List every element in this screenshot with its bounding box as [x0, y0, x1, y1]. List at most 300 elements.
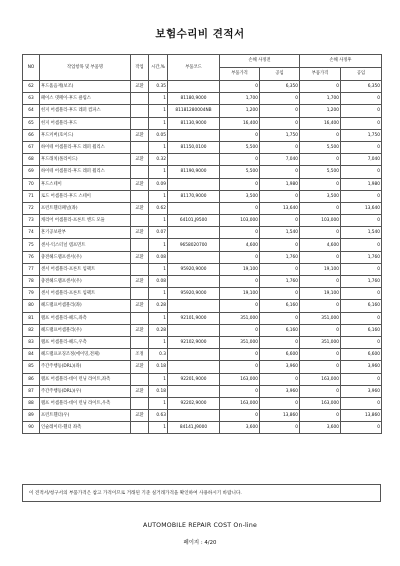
- row-hours: 1: [149, 397, 168, 409]
- row-work: [131, 373, 149, 385]
- row-before-parts: 0: [220, 349, 260, 361]
- row-no: 86: [23, 373, 40, 385]
- table-row: [23, 422, 382, 434]
- row-after-labor: 0: [341, 105, 382, 117]
- row-before-parts: 4,600: [220, 239, 260, 251]
- table-row: [23, 251, 382, 263]
- table-row: [23, 385, 382, 397]
- row-work: [131, 93, 149, 105]
- row-part-code: [168, 349, 220, 361]
- row-after-labor: 1,760: [341, 276, 382, 288]
- row-after-parts: 3,500: [300, 190, 341, 202]
- row-no: 80: [23, 300, 40, 312]
- row-part-code: [168, 129, 220, 141]
- table-row: [23, 349, 382, 361]
- row-hours: 1: [149, 263, 168, 275]
- row-item: 하이테 어셈블리-후드 레퍼 월리스: [40, 166, 131, 178]
- row-before-parts: 0: [220, 276, 260, 288]
- row-before-labor: 6,350: [260, 81, 300, 93]
- row-item: 센서 어셈블리-프론트 임팩트: [40, 288, 131, 300]
- row-hours: 0.08: [149, 276, 168, 288]
- row-item: 후드래치(폴라이드): [40, 154, 131, 166]
- row-after-parts: 5,500: [300, 166, 341, 178]
- row-part-code: [168, 324, 220, 336]
- row-before-parts: 0: [220, 324, 260, 336]
- row-after-parts: 0: [300, 227, 341, 239]
- row-before-labor: 0: [260, 105, 300, 117]
- price-notice: 이 견적서/청구서의 부품가격은 참고 가격이므로 거래된 기준 실거래가격을 확인하여 사용하시기 바랍니다.: [22, 484, 381, 502]
- row-after-labor: 7,040: [341, 154, 382, 166]
- row-part-code: [168, 178, 220, 190]
- row-part-code: [168, 361, 220, 373]
- row-no: 82: [23, 324, 40, 336]
- row-after-parts: 19,100: [300, 263, 341, 275]
- row-before-parts: 0: [220, 385, 260, 397]
- row-after-labor: 6,350: [341, 81, 382, 93]
- table-row: [23, 117, 382, 129]
- row-before-labor: 0: [260, 312, 300, 324]
- header-hours: 시간,%: [149, 55, 168, 81]
- row-before-parts: 103,000: [220, 215, 260, 227]
- table-row: [23, 239, 382, 251]
- row-part-code: 92102,9000: [168, 336, 220, 348]
- row-part-code: [168, 276, 220, 288]
- row-hours: 0.62: [149, 202, 168, 214]
- row-hours: 1: [149, 239, 168, 251]
- row-part-code: 92101,9000: [168, 312, 220, 324]
- row-before-labor: 0: [260, 117, 300, 129]
- row-work: 교환: [131, 361, 149, 373]
- row-before-labor: 6,160: [260, 324, 300, 336]
- row-after-labor: 0: [341, 117, 382, 129]
- row-work: [131, 288, 149, 300]
- row-no: 87: [23, 385, 40, 397]
- row-after-parts: 163,000: [300, 373, 341, 385]
- row-work: 교환: [131, 276, 149, 288]
- row-work: [131, 215, 149, 227]
- header-no: NO: [23, 55, 40, 81]
- row-work: 교환: [131, 81, 149, 93]
- row-before-parts: 19,100: [220, 263, 260, 275]
- row-no: 67: [23, 141, 40, 153]
- row-hours: 0.18: [149, 385, 168, 397]
- row-after-parts: 0: [300, 276, 341, 288]
- row-no: 68: [23, 154, 40, 166]
- row-work: [131, 117, 149, 129]
- row-hours: 1: [149, 336, 168, 348]
- row-after-labor: 1,980: [341, 178, 382, 190]
- row-part-code: 81181280004NB: [168, 105, 220, 117]
- row-item: 힌지 어셈블리-후드: [40, 117, 131, 129]
- row-part-code: 95920,9000: [168, 263, 220, 275]
- row-part-code: [168, 202, 220, 214]
- row-before-parts: 0: [220, 178, 260, 190]
- row-item: 주간주행등(DRL)(우): [40, 385, 131, 397]
- row-item: 캐리어 어셈블리-프론트 엔드 모듈: [40, 215, 131, 227]
- row-after-labor: 3,960: [341, 361, 382, 373]
- row-after-parts: 351,000: [300, 336, 341, 348]
- row-before-parts: 351,000: [220, 336, 260, 348]
- row-after-parts: 0: [300, 385, 341, 397]
- row-after-labor: 0: [341, 288, 382, 300]
- row-no: 84: [23, 349, 40, 361]
- row-no: 65: [23, 117, 40, 129]
- row-work: 교환: [131, 410, 149, 422]
- row-item: 혼기공보관부: [40, 227, 131, 239]
- row-hours: 0.08: [149, 251, 168, 263]
- table-row: [23, 154, 382, 166]
- row-work: 교환: [131, 300, 149, 312]
- row-item: 헤드램프어셈블리(좌): [40, 300, 131, 312]
- row-item: 패이스 댓페이-후드 클립스: [40, 93, 131, 105]
- row-item: 로드 어셈블리-후드 스테이: [40, 190, 131, 202]
- row-after-parts: 0: [300, 324, 341, 336]
- row-before-parts: 16,400: [220, 117, 260, 129]
- row-item: 프런트휀더(우): [40, 410, 131, 422]
- document-title: 보험수리비 견적서: [155, 28, 245, 40]
- row-part-code: 64101,J9500: [168, 215, 220, 227]
- table-row: [23, 276, 382, 288]
- table-row: [23, 190, 382, 202]
- row-no: 69: [23, 166, 40, 178]
- row-before-labor: 13,860: [260, 410, 300, 422]
- row-before-parts: 3,500: [220, 190, 260, 202]
- row-before-parts: 1,700: [220, 93, 260, 105]
- header-after-parts: 부품가격: [300, 68, 341, 81]
- row-before-labor: 0: [260, 263, 300, 275]
- row-before-labor: 6,600: [260, 349, 300, 361]
- row-before-parts: 3,600: [220, 422, 260, 434]
- row-before-parts: 0: [220, 154, 260, 166]
- row-after-parts: 0: [300, 154, 341, 166]
- row-before-labor: 1,750: [260, 129, 300, 141]
- row-after-labor: 1,760: [341, 251, 382, 263]
- row-hours: 0.32: [149, 154, 168, 166]
- table-row: [23, 81, 382, 93]
- row-work: [131, 239, 149, 251]
- header-after-labor: 공임: [341, 68, 382, 81]
- row-work: [131, 141, 149, 153]
- row-no: 89: [23, 410, 40, 422]
- table-row: [23, 324, 382, 336]
- row-no: 83: [23, 336, 40, 348]
- row-before-labor: 0: [260, 288, 300, 300]
- row-hours: 1: [149, 105, 168, 117]
- row-hours: 1: [149, 288, 168, 300]
- table-row: [23, 178, 382, 190]
- row-after-parts: 0: [300, 251, 341, 263]
- header-item: 작업항목 및 부품명: [40, 55, 131, 81]
- row-hours: 1: [149, 166, 168, 178]
- row-work: [131, 312, 149, 324]
- row-hours: 0.05: [149, 129, 168, 141]
- row-item: 후드흡음재(보조): [40, 81, 131, 93]
- row-after-parts: 0: [300, 361, 341, 373]
- row-before-labor: 0: [260, 190, 300, 202]
- row-work: 교환: [131, 324, 149, 336]
- row-after-parts: 1,700: [300, 93, 341, 105]
- table-row: [23, 105, 382, 117]
- row-after-labor: 0: [341, 373, 382, 385]
- row-no: 90: [23, 422, 40, 434]
- row-before-labor: 0: [260, 397, 300, 409]
- row-hours: 1: [149, 373, 168, 385]
- row-part-code: 92202,9000: [168, 397, 220, 409]
- row-after-parts: 3,600: [300, 422, 341, 434]
- row-hours: 0.18: [149, 361, 168, 373]
- table-row: [23, 227, 382, 239]
- row-no: 64: [23, 105, 40, 117]
- row-hours: 1: [149, 215, 168, 227]
- row-item: 힌지 어셈블리-후드 레퍼 컴파스: [40, 105, 131, 117]
- row-work: 교환: [131, 178, 149, 190]
- row-after-labor: 0: [341, 93, 382, 105]
- row-item: 램프 어셈블리-데이 런닝 라이트,우측: [40, 397, 131, 409]
- row-item: 램프 어셈블리-헤드,좌측: [40, 312, 131, 324]
- row-before-labor: 0: [260, 93, 300, 105]
- row-before-parts: 1,200: [220, 105, 260, 117]
- row-hours: 0.09: [149, 178, 168, 190]
- table-row: [23, 263, 382, 275]
- estimate-table: [22, 54, 382, 434]
- row-after-labor: 13,640: [341, 202, 382, 214]
- row-after-labor: 0: [341, 166, 382, 178]
- row-before-labor: 0: [260, 422, 300, 434]
- row-no: 73: [23, 215, 40, 227]
- row-part-code: 81150,0100: [168, 141, 220, 153]
- row-after-labor: 1,540: [341, 227, 382, 239]
- row-before-parts: 0: [220, 361, 260, 373]
- row-work: 교환: [131, 202, 149, 214]
- row-item: 헤드램프포징조정(에이밍,전체): [40, 349, 131, 361]
- header-work: 작업: [131, 55, 149, 81]
- row-after-labor: 13,860: [341, 410, 382, 422]
- row-after-labor: 6,600: [341, 349, 382, 361]
- header-part-code: 부품코드: [168, 55, 220, 81]
- header-before-labor: 공임: [260, 68, 300, 81]
- row-after-labor: 6,160: [341, 300, 382, 312]
- table-row: [23, 129, 382, 141]
- row-before-parts: 19,100: [220, 288, 260, 300]
- row-no: 88: [23, 397, 40, 409]
- row-after-labor: 0: [341, 239, 382, 251]
- row-before-labor: 0: [260, 336, 300, 348]
- row-before-parts: 5,500: [220, 166, 260, 178]
- row-before-labor: 1,540: [260, 227, 300, 239]
- row-work: [131, 166, 149, 178]
- row-after-parts: 1,200: [300, 105, 341, 117]
- row-part-code: 81130,9000: [168, 117, 220, 129]
- row-part-code: 95920,9000: [168, 288, 220, 300]
- table-row: [23, 141, 382, 153]
- row-item: 프런트휀더패널(좌): [40, 202, 131, 214]
- row-work: 교환: [131, 385, 149, 397]
- row-after-labor: 6,160: [341, 324, 382, 336]
- row-item: 센서 어셈블리-프론트 임팩트: [40, 263, 131, 275]
- row-work: 교환: [131, 154, 149, 166]
- row-no: 85: [23, 361, 40, 373]
- row-item: 인슐레이터-휀더 좌측: [40, 422, 131, 434]
- row-no: 77: [23, 263, 40, 275]
- table-row: [23, 336, 382, 348]
- row-part-code: [168, 410, 220, 422]
- row-after-labor: 0: [341, 336, 382, 348]
- row-item: 헤드램프어셈블리(우): [40, 324, 131, 336]
- row-hours: 0.63: [149, 410, 168, 422]
- row-hours: 1: [149, 312, 168, 324]
- row-work: [131, 263, 149, 275]
- table-row: [23, 288, 382, 300]
- row-hours: 0.28: [149, 324, 168, 336]
- row-before-labor: 13,640: [260, 202, 300, 214]
- row-part-code: 84141,J9000: [168, 422, 220, 434]
- row-before-parts: 351,000: [220, 312, 260, 324]
- row-after-parts: 0: [300, 202, 341, 214]
- row-no: 71: [23, 190, 40, 202]
- table-row: [23, 215, 382, 227]
- row-after-parts: 103,000: [300, 215, 341, 227]
- row-hours: 0.3: [149, 349, 168, 361]
- row-after-labor: 0: [341, 263, 382, 275]
- row-work: 교환: [131, 129, 149, 141]
- row-no: 63: [23, 93, 40, 105]
- table-row: [23, 361, 382, 373]
- row-hours: 1: [149, 141, 168, 153]
- row-before-parts: 0: [220, 251, 260, 263]
- row-part-code: 9658020700: [168, 239, 220, 251]
- row-item: 후드스테이: [40, 178, 131, 190]
- estimate-rows: [23, 81, 382, 434]
- row-after-parts: 0: [300, 410, 341, 422]
- row-after-labor: 0: [341, 141, 382, 153]
- row-item: 하이테 어셈블리-후드 레퍼 월리스: [40, 141, 131, 153]
- row-before-labor: 7,040: [260, 154, 300, 166]
- row-after-parts: 0: [300, 349, 341, 361]
- row-item: 센서-익스터널 템프먼트: [40, 239, 131, 251]
- table-row: [23, 373, 382, 385]
- row-before-parts: 163,000: [220, 373, 260, 385]
- row-part-code: 81170,9000: [168, 190, 220, 202]
- header-before-adjust: 손해 사정전: [220, 55, 300, 68]
- page-number: 페이지 : 4/20: [183, 540, 217, 546]
- table-row: [23, 397, 382, 409]
- row-after-parts: 0: [300, 178, 341, 190]
- table-row: [23, 166, 382, 178]
- row-hours: 0.07: [149, 227, 168, 239]
- row-before-parts: 0: [220, 300, 260, 312]
- row-before-parts: 0: [220, 202, 260, 214]
- table-row: [23, 202, 382, 214]
- row-work: [131, 105, 149, 117]
- row-after-labor: 0: [341, 422, 382, 434]
- row-no: 81: [23, 312, 40, 324]
- row-item: 주간주행등(DRL)(좌): [40, 361, 131, 373]
- row-item: 충전헤드램프센서(우): [40, 251, 131, 263]
- row-no: 74: [23, 227, 40, 239]
- row-before-parts: 0: [220, 227, 260, 239]
- row-work: 교환: [131, 251, 149, 263]
- row-after-parts: 0: [300, 81, 341, 93]
- row-before-labor: 0: [260, 239, 300, 251]
- row-work: 교환: [131, 227, 149, 239]
- row-after-parts: 19,100: [300, 288, 341, 300]
- row-no: 66: [23, 129, 40, 141]
- row-after-labor: 0: [341, 312, 382, 324]
- table-row: [23, 300, 382, 312]
- row-before-labor: 0: [260, 373, 300, 385]
- row-part-code: [168, 300, 220, 312]
- row-before-labor: 6,160: [260, 300, 300, 312]
- row-work: [131, 336, 149, 348]
- row-work: [131, 190, 149, 202]
- row-after-parts: 0: [300, 300, 341, 312]
- row-no: 72: [23, 202, 40, 214]
- row-before-labor: 0: [260, 141, 300, 153]
- table-row: [23, 410, 382, 422]
- row-work: [131, 422, 149, 434]
- row-after-labor: 0: [341, 397, 382, 409]
- row-before-parts: 0: [220, 410, 260, 422]
- row-item: 충전헤드램프센서(우): [40, 276, 131, 288]
- row-before-labor: 1,760: [260, 276, 300, 288]
- row-no: 62: [23, 81, 40, 93]
- row-after-parts: 5,500: [300, 141, 341, 153]
- row-before-labor: 1,760: [260, 251, 300, 263]
- row-after-parts: 0: [300, 129, 341, 141]
- row-part-code: [168, 251, 220, 263]
- row-part-code: 92201,9000: [168, 373, 220, 385]
- row-before-labor: 0: [260, 166, 300, 178]
- row-part-code: 81180,9000: [168, 93, 220, 105]
- row-no: 78: [23, 276, 40, 288]
- row-no: 75: [23, 239, 40, 251]
- row-part-code: 81190,9000: [168, 166, 220, 178]
- row-before-labor: 3,960: [260, 385, 300, 397]
- row-part-code: [168, 385, 220, 397]
- row-hours: 1: [149, 422, 168, 434]
- row-after-labor: 1,750: [341, 129, 382, 141]
- row-part-code: [168, 227, 220, 239]
- row-before-parts: 163,000: [220, 397, 260, 409]
- row-after-labor: 3,960: [341, 385, 382, 397]
- row-hours: 0.28: [149, 300, 168, 312]
- row-after-labor: 0: [341, 215, 382, 227]
- row-before-labor: 3,960: [260, 361, 300, 373]
- row-after-labor: 0: [341, 190, 382, 202]
- row-work: [131, 397, 149, 409]
- row-before-parts: 5,500: [220, 141, 260, 153]
- row-no: 70: [23, 178, 40, 190]
- header-before-parts: 부품가격: [220, 68, 260, 81]
- table-row: [23, 93, 382, 105]
- row-work: 조정: [131, 349, 149, 361]
- row-hours: 1: [149, 93, 168, 105]
- row-before-labor: 1,980: [260, 178, 300, 190]
- row-item: 램프 어셈블리-데이 런닝 라이트,좌측: [40, 373, 131, 385]
- row-before-parts: 0: [220, 129, 260, 141]
- footer-brand: AUTOMOBILE REPAIR COST On-line: [143, 522, 257, 529]
- row-part-code: [168, 154, 220, 166]
- row-no: 79: [23, 288, 40, 300]
- row-part-code: [168, 81, 220, 93]
- row-before-labor: 0: [260, 215, 300, 227]
- row-item: 후드커버(호이드): [40, 129, 131, 141]
- row-after-parts: 351,000: [300, 312, 341, 324]
- row-no: 76: [23, 251, 40, 263]
- row-after-parts: 4,600: [300, 239, 341, 251]
- row-after-parts: 163,000: [300, 397, 341, 409]
- row-after-parts: 16,400: [300, 117, 341, 129]
